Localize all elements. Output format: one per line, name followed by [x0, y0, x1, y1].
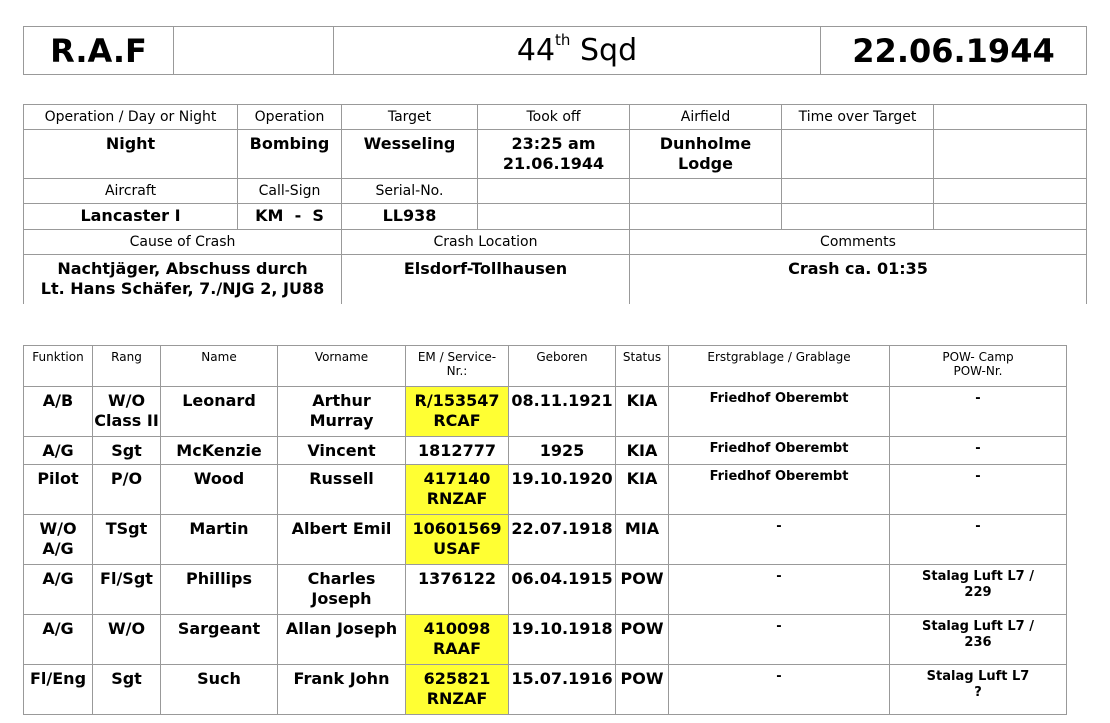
crew-vorname: [278, 665, 406, 715]
value-operation: Bombing: [238, 130, 342, 179]
took-off-time: 23:25 am: [511, 134, 596, 153]
crew-name: [161, 515, 278, 565]
crew-grablage-line-1: Friedhof Oberembt: [709, 391, 849, 406]
value-airfield: Dunholme Lodge: [630, 130, 782, 179]
operation-table: [23, 104, 1087, 304]
crew-service-nr-line-1: 417140: [423, 469, 491, 488]
crew-vorname-line-1: Arthur Murray: [309, 391, 374, 430]
crew-vorname-line-1: Vincent: [307, 441, 376, 460]
crew-pow-line-1: -: [975, 441, 981, 456]
crew-funktion: [24, 437, 93, 465]
crew-grablage-line-1: -: [776, 669, 782, 684]
crew-funktion-line-1: A/G: [42, 441, 74, 460]
column-vorname: Vorname: [278, 346, 406, 387]
crew-grablage-line-1: Friedhof Oberembt: [709, 469, 849, 484]
empty-cell: [478, 179, 630, 204]
crew-geboren-line-1: 22.07.1918: [511, 519, 613, 538]
crew-vorname: [278, 387, 406, 437]
crew-geboren-line-1: 08.11.1921: [511, 391, 613, 410]
crew-pow: [890, 515, 1067, 565]
squadron-number: 44: [516, 33, 556, 68]
squadron-title: [334, 27, 821, 75]
empty-cell: [934, 105, 1087, 130]
column-funktion: Funktion: [24, 346, 93, 387]
crew-table: [23, 345, 1067, 715]
header-blank-cell: [174, 27, 334, 75]
crew-row: [24, 565, 1067, 615]
label-serial-no: Serial-No.: [342, 179, 478, 204]
crew-vorname-line-1: Frank John: [293, 669, 390, 688]
label-call-sign: Call-Sign: [238, 179, 342, 204]
crew-status-line-1: MIA: [624, 519, 660, 538]
crew-vorname: [278, 615, 406, 665]
column-pow: [890, 346, 1067, 387]
cause-line-2: Lt. Hans Schäfer, 7./NJG 2, JU88: [40, 279, 325, 298]
crew-pow: [890, 437, 1067, 465]
crew-status-line-1: POW: [620, 569, 664, 588]
crew-pow-line-1: -: [975, 391, 981, 406]
crew-grablage: [669, 515, 890, 565]
crew-vorname-line-2: Joseph: [311, 589, 372, 608]
column-geboren: Geboren: [509, 346, 616, 387]
crew-funktion: [24, 387, 93, 437]
crew-pow: [890, 465, 1067, 515]
crew-grablage: [669, 615, 890, 665]
crew-rang-line-1: Sgt: [111, 669, 142, 688]
crew-name: [161, 565, 278, 615]
crew-pow: [890, 615, 1067, 665]
crew-service-nr: [406, 387, 509, 437]
crew-geboren: [509, 565, 616, 615]
crew-vorname: [278, 565, 406, 615]
crew-funktion: [24, 565, 93, 615]
value-serial-no: LL938: [342, 204, 478, 230]
crew-service-nr: [406, 515, 509, 565]
value-aircraft: Lancaster I: [24, 204, 238, 230]
column-status: Status: [616, 346, 669, 387]
crew-status: [616, 437, 669, 465]
crew-status: [616, 615, 669, 665]
crew-rang: [93, 465, 161, 515]
header-table: [23, 26, 1087, 75]
crew-service-nr-line-1: R/153547: [414, 391, 500, 410]
crew-grablage: [669, 665, 890, 715]
crew-name: [161, 437, 278, 465]
crew-funktion-line-1: A/G: [42, 569, 74, 588]
crew-geboren-line-1: 1925: [539, 441, 585, 460]
crew-geboren: [509, 515, 616, 565]
crew-service-nr-line-2: RNZAF: [426, 489, 488, 508]
empty-cell: [934, 179, 1087, 204]
crew-funktion-line-1: A/G: [42, 619, 74, 638]
crew-service-nr-line-2: RCAF: [433, 411, 481, 430]
label-comments: Comments: [630, 230, 1087, 255]
crew-name-line-1: Wood: [193, 469, 245, 488]
crew-rang: [93, 437, 161, 465]
value-comments: Crash ca. 01:35: [630, 255, 1087, 305]
crew-vorname-line-1: Allan Joseph: [285, 619, 398, 638]
crew-geboren-line-1: 19.10.1920: [511, 469, 613, 488]
crew-funktion-line-1: W/O: [39, 519, 77, 538]
crew-rang: [93, 565, 161, 615]
squadron-word: Sqd: [579, 33, 638, 68]
crew-name: [161, 465, 278, 515]
crew-pow-line-1: -: [975, 469, 981, 484]
crew-name-line-1: Leonard: [182, 391, 256, 410]
crew-name: [161, 615, 278, 665]
crew-rang: [93, 387, 161, 437]
crew-vorname-line-1: Charles: [307, 569, 376, 588]
crew-grablage: [669, 565, 890, 615]
value-time-over-target: [782, 130, 934, 179]
crew-geboren-line-1: 06.04.1915: [511, 569, 613, 588]
crew-name-line-1: Martin: [189, 519, 249, 538]
crew-pow-line-2: 236: [964, 635, 992, 650]
crew-geboren-line-1: 15.07.1916: [511, 669, 613, 688]
label-operation-day-night: Operation / Day or Night: [24, 105, 238, 130]
crew-pow: [890, 665, 1067, 715]
crew-rang-line-1: Fl/Sgt: [100, 569, 153, 588]
crew-vorname: [278, 437, 406, 465]
crew-header-row: [24, 346, 1067, 387]
crew-grablage-line-1: -: [776, 519, 782, 534]
crew-funktion-line-1: Fl/Eng: [29, 669, 87, 688]
document-date: 22.06.1944: [821, 27, 1087, 75]
crew-pow-line-1: Stalag Luft L7: [926, 669, 1030, 684]
crew-name: [161, 387, 278, 437]
crew-name-line-1: Phillips: [185, 569, 253, 588]
crew-status: [616, 465, 669, 515]
crew-vorname-line-1: Russell: [309, 469, 374, 488]
crew-service-nr: [406, 665, 509, 715]
crew-service-nr: [406, 465, 509, 515]
crew-row: [24, 615, 1067, 665]
crew-pow: [890, 565, 1067, 615]
crew-row: [24, 515, 1067, 565]
cause-line-1: Nachtjäger, Abschuss durch: [57, 259, 308, 278]
label-took-off: Took off: [478, 105, 630, 130]
empty-cell: [630, 204, 782, 230]
crew-geboren-line-1: 19.10.1918: [511, 619, 613, 638]
crew-status: [616, 387, 669, 437]
crew-status: [616, 565, 669, 615]
column-pow-line-2: POW-Nr.: [953, 364, 1003, 378]
took-off-date: 21.06.1944: [502, 154, 605, 173]
column-grablage: Erstgrablage / Grablage: [669, 346, 890, 387]
crew-service-nr-line-1: 410098: [423, 619, 491, 638]
crew-status-line-1: POW: [620, 669, 664, 688]
value-took-off: [478, 130, 630, 179]
column-service-line-2: Nr.:: [446, 364, 468, 378]
crew-row: [24, 465, 1067, 515]
label-airfield: Airfield: [630, 105, 782, 130]
crew-funktion: [24, 465, 93, 515]
crew-name-line-1: Such: [197, 669, 241, 688]
crew-status-line-1: KIA: [626, 391, 658, 410]
column-rang: Rang: [93, 346, 161, 387]
crew-status: [616, 665, 669, 715]
crew-name: [161, 665, 278, 715]
crew-rang-line-1: P/O: [110, 469, 143, 488]
crew-rang-line-1: W/O: [107, 619, 146, 638]
crew-rang-line-1: W/O: [107, 391, 146, 410]
crew-funktion: [24, 515, 93, 565]
crew-row: [24, 437, 1067, 465]
crew-funktion: [24, 665, 93, 715]
crew-grablage: [669, 387, 890, 437]
crew-pow-line-1: Stalag Luft L7 /: [922, 619, 1034, 634]
value-day-night: Night: [24, 130, 238, 179]
label-operation: Operation: [238, 105, 342, 130]
crew-name-line-1: McKenzie: [176, 441, 262, 460]
value-call-sign: KM - S: [238, 204, 342, 230]
crew-rang-line-2: Class II: [94, 411, 159, 430]
crew-name-line-1: Sargeant: [177, 619, 261, 638]
crew-geboren: [509, 665, 616, 715]
crew-vorname: [278, 515, 406, 565]
crew-funktion: [24, 615, 93, 665]
label-target: Target: [342, 105, 478, 130]
crew-pow-line-2: 229: [964, 585, 992, 600]
crew-service-nr-line-1: 1376122: [418, 569, 496, 588]
unit-title: R.A.F: [24, 27, 174, 75]
crew-status-line-1: KIA: [626, 469, 658, 488]
crew-grablage: [669, 465, 890, 515]
column-name: Name: [161, 346, 278, 387]
crew-status-line-1: POW: [620, 619, 664, 638]
crew-funktion-line-2: A/G: [42, 539, 74, 558]
crew-rows: [24, 387, 1067, 715]
empty-cell: [478, 204, 630, 230]
column-service-line-1: EM / Service-: [417, 350, 497, 364]
crew-service-nr: [406, 615, 509, 665]
crew-grablage-line-1: -: [776, 619, 782, 634]
crew-vorname: [278, 465, 406, 515]
crew-service-nr: [406, 437, 509, 465]
crew-service-nr-line-2: USAF: [433, 539, 481, 558]
column-pow-line-1: POW- Camp: [942, 350, 1014, 364]
column-service-nr: [406, 346, 509, 387]
value-target: Wesseling: [342, 130, 478, 179]
crew-pow-line-1: Stalag Luft L7 /: [922, 569, 1034, 584]
crew-geboren: [509, 387, 616, 437]
crew-funktion-line-1: A/B: [42, 391, 74, 410]
label-aircraft: Aircraft: [24, 179, 238, 204]
crew-pow-line-2: ?: [974, 685, 982, 700]
crew-status: [616, 515, 669, 565]
empty-cell: [630, 179, 782, 204]
crew-funktion-line-1: Pilot: [37, 469, 79, 488]
crew-status-line-1: KIA: [626, 441, 658, 460]
crew-grablage-line-1: Friedhof Oberembt: [709, 441, 849, 456]
crew-pow-line-1: -: [975, 519, 981, 534]
crew-service-nr: [406, 565, 509, 615]
crew-geboren: [509, 437, 616, 465]
crew-rang-line-1: Sgt: [111, 441, 142, 460]
label-cause-of-crash: Cause of Crash: [24, 230, 342, 255]
empty-cell: [782, 204, 934, 230]
label-crash-location: Crash Location: [342, 230, 630, 255]
crew-geboren: [509, 465, 616, 515]
crew-service-nr-line-2: RNZAF: [426, 689, 488, 708]
empty-cell: [934, 130, 1087, 179]
value-cause-of-crash: [24, 255, 342, 305]
crew-rang: [93, 665, 161, 715]
crew-grablage-line-1: -: [776, 569, 782, 584]
crew-vorname-line-1: Albert Emil: [291, 519, 392, 538]
crew-service-nr-line-2: RAAF: [432, 639, 481, 658]
crew-row: [24, 387, 1067, 437]
crew-rang-line-1: TSgt: [105, 519, 148, 538]
crew-service-nr-line-1: 625821: [423, 669, 491, 688]
crew-service-nr-line-1: 10601569: [412, 519, 502, 538]
empty-cell: [934, 204, 1087, 230]
value-crash-location: Elsdorf-Tollhausen: [342, 255, 630, 305]
crew-pow: [890, 387, 1067, 437]
crew-grablage: [669, 437, 890, 465]
crew-service-nr-line-1: 1812777: [418, 441, 496, 460]
label-time-over-target: Time over Target: [782, 105, 934, 130]
crew-rang: [93, 615, 161, 665]
empty-cell: [782, 179, 934, 204]
crew-geboren: [509, 615, 616, 665]
crew-rang: [93, 515, 161, 565]
crew-row: [24, 665, 1067, 715]
squadron-ordinal: th: [555, 31, 571, 49]
